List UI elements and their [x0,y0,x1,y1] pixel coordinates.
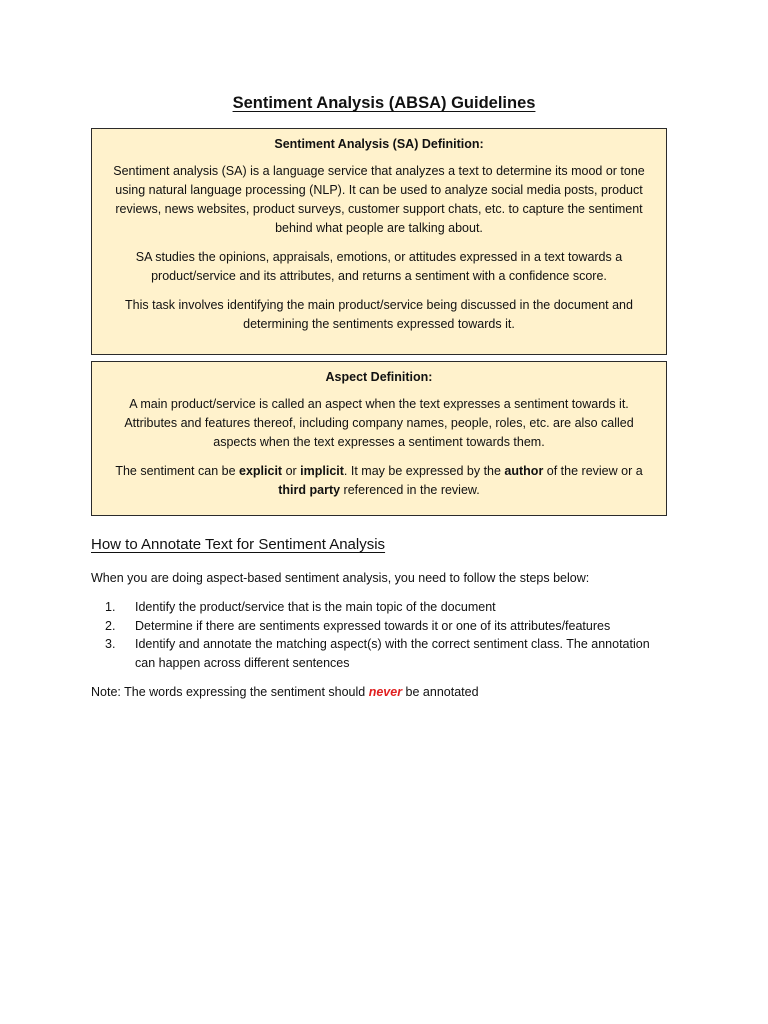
aspect-definition-paragraph-2 [102,462,656,500]
aspect-text-part: or [282,464,301,478]
aspect-definition-box [91,361,667,516]
step-number: 2. [105,618,116,633]
page-title: Sentiment Analysis (ABSA) Guidelines [232,94,536,112]
never-emphasis: never [368,685,403,699]
sa-definition-heading: Sentiment Analysis (SA) Definition: [274,137,484,151]
step-number: 1. [105,600,116,614]
section-intro: When you are doing aspect-based sentiment analysis, you need to follow the steps below: [91,571,590,585]
aspect-text-part: referenced in the review. [340,483,480,497]
list-item [91,617,671,636]
explicit-term: explicit [239,464,283,478]
sa-definition-paragraph-1: Sentiment analysis (SA) is a language service that analyzes a text to determine its mood or tone using natural language processing (NLP). It can be used to analyze social media posts, product reviews, news websites, product surveys, customer support chats, etc. to capture the sentiment behind what people are talking about. [113,164,645,235]
note-after: be annotated [402,685,479,699]
third-party-term: third party [278,483,341,497]
aspect-text-part: The sentiment can be [115,464,240,478]
sa-definition-paragraph-2: SA studies the opinions, appraisals, emotions, or attitudes expressed in a text towards a product/service and its attributes, and returns a sentiment with a confidence score. [135,250,623,283]
section-heading: How to Annotate Text for Sentiment Analysis [91,536,386,553]
aspect-definition-paragraph-1: A main product/service is called an aspect when the text expresses a sentiment towards it. Attributes and features thereof, including company names, people, roles, etc. are also called aspects when the text expresses a sentiment towards them. [124,397,634,449]
step-text: Identify and annotate the matching aspect(s) with the correct sentiment class. The annotation can happen across different sentences [135,637,650,670]
step-number: 3. [105,637,116,651]
step-text: Determine if there are sentiments expressed towards it or one of its attributes/features [135,618,611,633]
note-before: Note: The words expressing the sentiment should [91,685,369,699]
sa-definition-box [91,128,667,355]
author-term: author [504,464,544,478]
list-item [91,598,671,617]
aspect-text-part: . It may be expressed by the [343,464,505,478]
list-item [91,635,671,672]
aspect-definition-heading: Aspect Definition: [325,370,433,384]
aspect-text-part: of the review or a [543,464,643,478]
note-text [91,683,479,701]
step-text: Identify the product/service that is the main topic of the document [135,600,496,614]
steps-list [91,598,671,672]
implicit-term: implicit [300,464,344,478]
sa-definition-paragraph-3: This task involves identifying the main product/service being discussed in the document and determining the sentiments expressed towards it. [125,298,633,331]
